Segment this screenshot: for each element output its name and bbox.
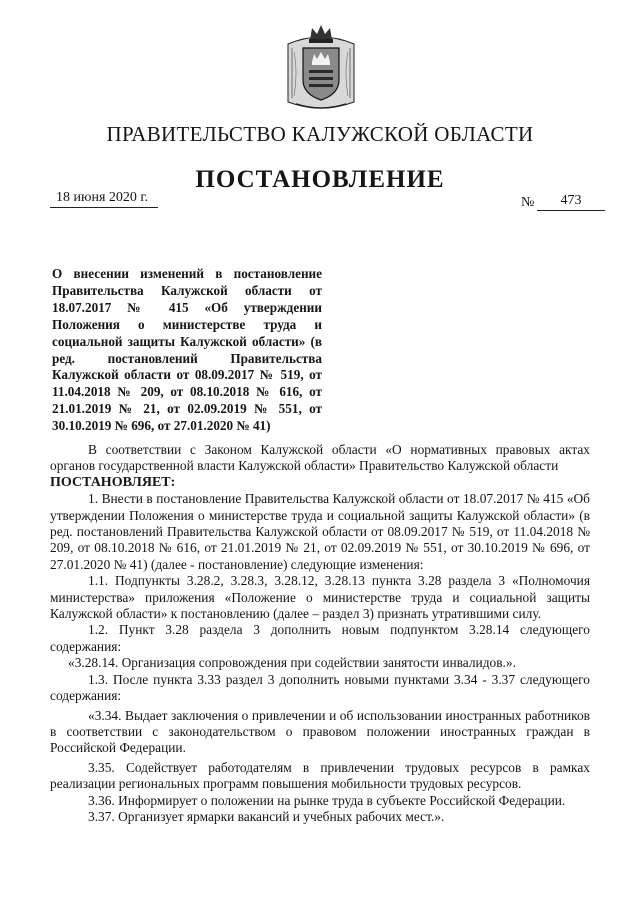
document-subject: О внесении изменений в постановление Правительства Калужской области от 18.07.2017 № 415 «Об утверждении Положения о министерстве труда и социальной защиты Калужской области» (в ред. постановлений Правительства Калужской области от 08.09.2017 № 519, от 11.04.2018 № 209, от 08.10.2018 № 616, от 21.01.2019 № 21, от 02.09.2019 № 551, от 30.10.2019 № 696, от 27.01.2020 № 41)	[52, 266, 322, 434]
paragraph-1: 1. Внести в постановление Правительства Калужской области от 18.07.2017 № 415 «Об утверждении Положения о министерстве труда и социальной защиты Калужской области» (в ред. постановлений Правительства Калужской области от 08.09.2017 № 519, от 11.04.2018 № 209, от 08.10.2018 № 616, от 21.01.2019 № 21, от 02.09.2019 № 551, от 30.10.2019 № 696, от 27.01.2020 № 41) (далее - постановление) следующие изменения:	[50, 491, 590, 572]
document-number-label: №	[521, 195, 535, 210]
paragraph-3-34: «3.34. Выдает заключения о привлечении и об использовании иностранных работников в соответствии с законодательством о правовом положении иностранных граждан в Российской Федерации.	[50, 707, 590, 756]
preamble-paragraph: В соответствии с Законом Калужской области «О нормативных правовых актах органов государственной власти Калужской области» Правительство Калужской области	[50, 442, 590, 474]
document-date: 18 июня 2020 г.	[50, 190, 158, 208]
document-body	[50, 442, 590, 825]
coat-of-arms-emblem	[284, 22, 358, 110]
paragraph-3-35: 3.35. Содействует работодателям в привлечении трудовых ресурсов в рамках реализации региональных программ повышения мобильности трудовых ресурсов.	[50, 759, 590, 792]
resolves-heading: ПОСТАНОВЛЯЕТ:	[50, 474, 176, 490]
paragraph-3-28-14: «3.28.14. Организация сопровождения при содействии занятости инвалидов.».	[68, 655, 516, 671]
document-number: 473	[537, 193, 605, 211]
paragraph-3-36: 3.36. Информирует о положении на рынке труда в субъекте Российской Федерации.	[88, 792, 566, 808]
organization-title: ПРАВИТЕЛЬСТВО КАЛУЖСКОЙ ОБЛАСТИ	[106, 122, 534, 146]
paragraph-1-1: 1.1. Подпункты 3.28.2, 3.28.3, 3.28.12, 3.28.13 пункта 3.28 раздела 3 «Полномочия министерства» приложения «Положение о министерстве труда и социальной защиты Калужской области» к постановлению (далее – раздел 3) признать утратившими силу.	[50, 573, 590, 622]
paragraph-1-2: 1.2. Пункт 3.28 раздела 3 дополнить новым подпунктом 3.28.14 следующего содержания:	[50, 622, 590, 654]
document-type-title: ПОСТАНОВЛЕНИЕ	[195, 166, 445, 193]
paragraph-3-37: 3.37. Организует ярмарки вакансий и учебных рабочих мест.».	[88, 808, 445, 824]
paragraph-1-3: 1.3. После пункта 3.33 раздел 3 дополнить новыми пунктами 3.34 - 3.37 следующего содержания:	[50, 671, 590, 704]
